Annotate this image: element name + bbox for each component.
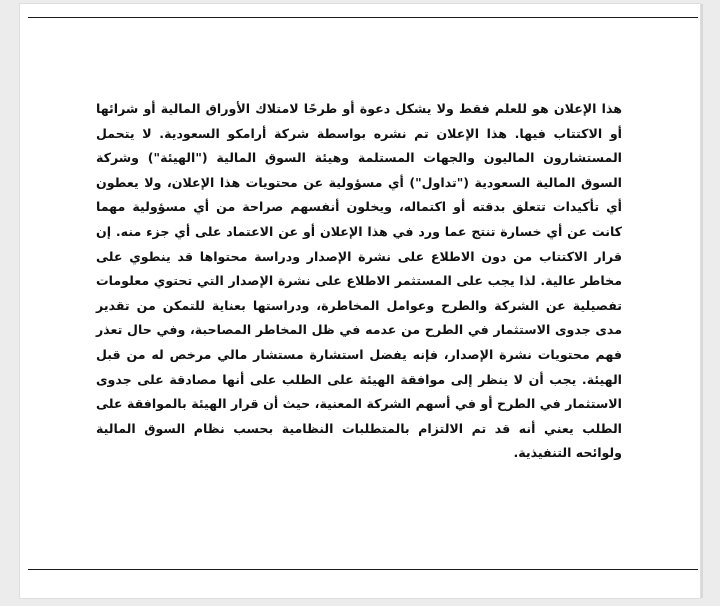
- bottom-divider: [28, 569, 698, 570]
- top-divider: [28, 17, 698, 18]
- disclaimer-paragraph: هذا الإعلان هو للعلم فقط ولا يشكل دعوة أو طرحًا لامتلاك الأوراق المالية أو شرائها أو الاكتتاب فيها. هذا الإعلان تم نشره بواسطة شركة أرامكو السعودية. لا يتحمل المستشارون الماليون والجهات المستلمة وهيئة السوق المالية ("الهيئة") وشركة السوق المالية السعودية ("تداول") أي مسؤولية عن محتويات هذا الإعلان، ولا يعطون أي تأكيدات تتعلق بدقته أو اكتماله، ويخلون أنفسهم صراحة من أي مسؤولية مهما كانت عن أي خسارة تنتج عما ورد في هذا الإعلان أو عن الاعتماد على أي جزء منه. إن قرار الاكتتاب من دون الاطلاع على نشرة الإصدار ودراسة محتواها قد ينطوي على مخاطر عالية. لذا يجب على المستثمر الاطلاع على نشرة الإصدار التي تحتوي معلومات تفصيلية عن الشركة والطرح وعوامل المخاطرة، ودراستها بعناية للتمكن من تقدير مدى جدوى الاستثمار في الطرح من عدمه في ظل المخاطر المصاحبة، وفي حال تعذر فهم محتويات نشرة الإصدار، فإنه يفضل استشارة مستشار مالي مرخص له من قبل الهيئة. يجب أن لا ينظر إلى موافقة الهيئة على الطلب على أنها مصادقة على جدوى الاستثمار في الطرح أو في أسهم الشركة المعنية، حيث أن قرار الهيئة بالموافقة على الطلب يعني أنه قد تم الالتزام بالمتطلبات النظامية بحسب نظام السوق المالية ولوائحه التنفيذية.: [96, 101, 622, 461]
- sheet-edge: [701, 4, 703, 598]
